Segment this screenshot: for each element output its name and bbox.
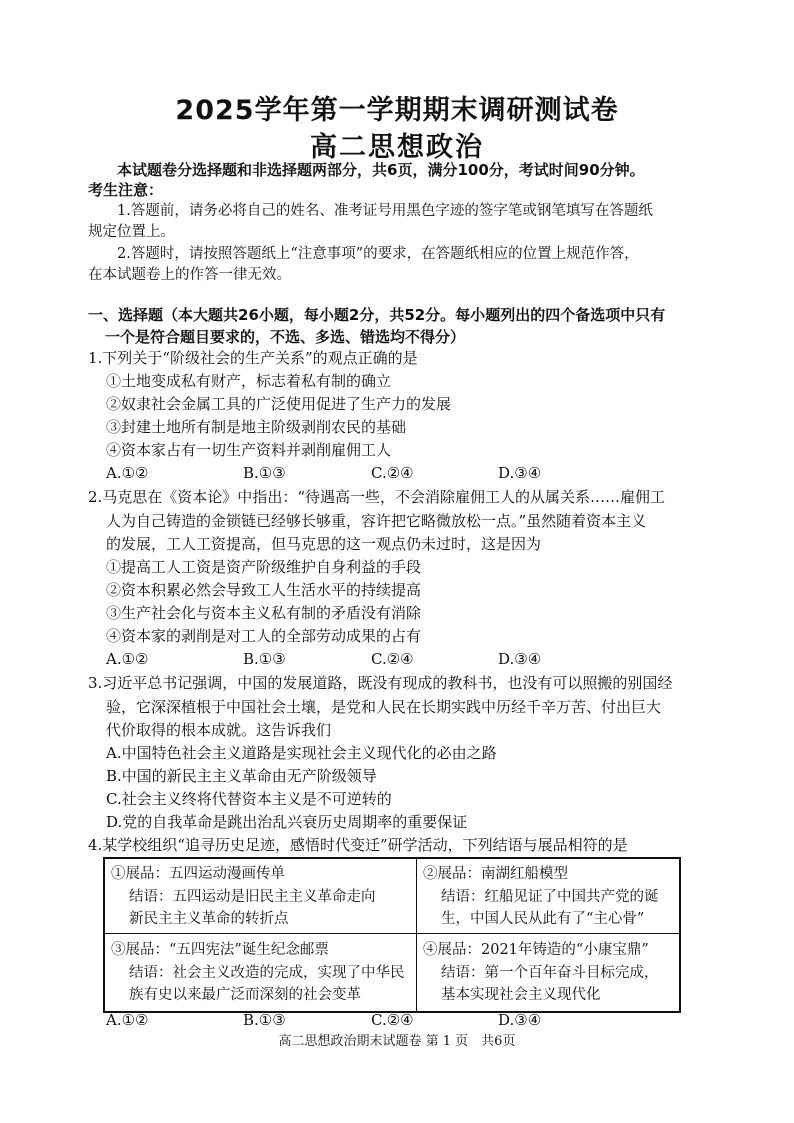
cell-4-line-1: ④展品：2021年铸造的“小康宝鼎”	[423, 942, 649, 958]
q2-item-4: ④资本家的剥削是对工人的全部劳动成果的占有	[106, 627, 422, 645]
q1-item-4: ④资本家占有一切生产资料并剥削雇佣工人	[106, 441, 392, 459]
cell-2-line-3: 生，中国人民从此有了“主心骨”	[441, 911, 645, 927]
q2-option-b: B.①③	[243, 650, 286, 668]
q1-option-a: A.①②	[106, 464, 149, 482]
notice-1-line-1: 1.答题前，请务必将自己的姓名、准考证号用黑色字迹的签字笔或钢笔填写在答题纸	[117, 203, 653, 219]
q1-option-d: D.③④	[498, 464, 542, 482]
cell-1-line-1: ①展品：五四运动漫画传单	[111, 866, 285, 882]
cell-3-line-1: ③展品：“五四宪法”诞生纪念邮票	[111, 942, 329, 958]
cell-4-line-2: 结语：第一个百年奋斗目标完成，	[441, 965, 659, 981]
cell-3-line-3: 族有史以来最广泛而深刻的社会变革	[129, 987, 361, 1003]
notice-1-line-2: 规定位置上。	[88, 224, 175, 240]
cell-2-line-2: 结语：红船见证了中国共产党的诞	[441, 889, 659, 905]
q4-option-c: C.②④	[371, 1011, 414, 1029]
table-horizontal-divider	[105, 933, 679, 934]
table-vertical-divider	[416, 859, 417, 1011]
q2-stem-line-2: 人为自己铸造的金锁链已经够长够重，容许把它略微放松一点。”虽然随着资本主义	[106, 512, 647, 530]
q2-option-c: C.②④	[371, 650, 414, 668]
cell-2-line-1: ②展品：南湖红船模型	[423, 866, 568, 882]
q1-item-3: ③封建土地所有制是地主阶级剥削农民的基础	[106, 418, 407, 436]
q2-item-3: ③生产社会化与资本主义私有制的矛盾没有消除	[106, 604, 422, 622]
q3-option-b: B.中国的新民主主义革命由无产阶级领导	[106, 767, 377, 785]
q2-option-d: D.③④	[498, 650, 542, 668]
q1-item-2: ②奴隶社会金属工具的广泛使用促进了生产力的发展	[106, 395, 452, 413]
notice-2-line-1: 2.答题时，请按照答题纸上“注意事项”的要求，在答题纸相应的位置上规范作答，	[117, 246, 639, 262]
q2-stem-line-3: 的发展，工人工资提高，但马克思的这一观点仍未过时，这是因为	[106, 535, 542, 553]
cell-1-line-3: 新民主主义革命的转折点	[129, 911, 289, 927]
page-footer: 高二思想政治期末试题卷 第 1 页 共6页	[278, 1034, 516, 1049]
section-heading-line-1: 一、选择题（本大题共26小题，每小题2分，共52分。每小题列出的四个备选项中只有	[88, 306, 666, 324]
cell-3-line-2: 结语：社会主义改造的完成，实现了中华民	[129, 965, 405, 981]
q2-item-2: ②资本积累必然会导致工人生活水平的持续提高	[106, 581, 422, 599]
section-heading-line-2: 一个是符合题目要求的，不选、多选、错选均不得分）	[105, 328, 466, 346]
q2-stem-line-1: 2.马克思在《资本论》中指出：“待遇高一些，不会消除雇佣工人的从属关系……雇佣工	[88, 488, 665, 506]
q3-option-d: D.党的自我革命是跳出治乱兴衰历史周期率的重要保证	[106, 813, 468, 831]
q1-option-b: B.①③	[243, 464, 286, 482]
exam-intro: 本试题卷分选择题和非选择题两部分，共6页，满分100分，考试时间90分钟。	[117, 161, 645, 179]
q4-option-b: B.①③	[243, 1011, 286, 1029]
q3-stem-line-3: 代价取得的根本成就。这告诉我们	[106, 721, 332, 739]
q1-option-c: C.②④	[371, 464, 414, 482]
exhibit-table	[103, 857, 681, 1013]
cell-4-line-3: 基本实现社会主义现代化	[441, 987, 601, 1003]
q4-option-a: A.①②	[106, 1011, 149, 1029]
q2-option-a: A.①②	[106, 650, 149, 668]
exam-title: 2025学年第一学期期末调研测试卷	[175, 95, 619, 126]
q3-option-a: A.中国特色社会主义道路是实现社会主义现代化的必由之路	[106, 744, 497, 762]
q2-item-1: ①提高工人工资是资产阶级维护自身利益的手段	[106, 558, 422, 576]
notice-2-line-2: 在本试题卷上的作答一律无效。	[88, 267, 291, 283]
q3-option-c: C.社会主义终将代替资本主义是不可逆转的	[106, 790, 392, 808]
q3-stem-line-1: 3.习近平总书记强调，中国的发展道路，既没有现成的教科书，也没有可以照搬的别国经	[88, 674, 673, 692]
subject-title: 高二思想政治	[310, 132, 484, 163]
q3-stem-line-2: 验，它深深植根于中国社会土壤，是党和人民在长期实践中历经千辛万苦、付出巨大	[106, 698, 662, 716]
q1-item-1: ①土地变成私有财产，标志着私有制的确立	[106, 372, 392, 390]
q4-stem: 4.某学校组织“追寻历史足迹，感悟时代变迁”研学活动，下列结语与展品相符的是	[88, 836, 628, 854]
q4-option-d: D.③④	[498, 1011, 542, 1029]
cell-1-line-2: 结语：五四运动是旧民主主义革命走向	[129, 889, 376, 905]
notice-heading: 考生注意：	[88, 181, 164, 199]
q1-stem: 1.下列关于“阶级社会的生产关系”的观点正确的是	[88, 349, 418, 367]
